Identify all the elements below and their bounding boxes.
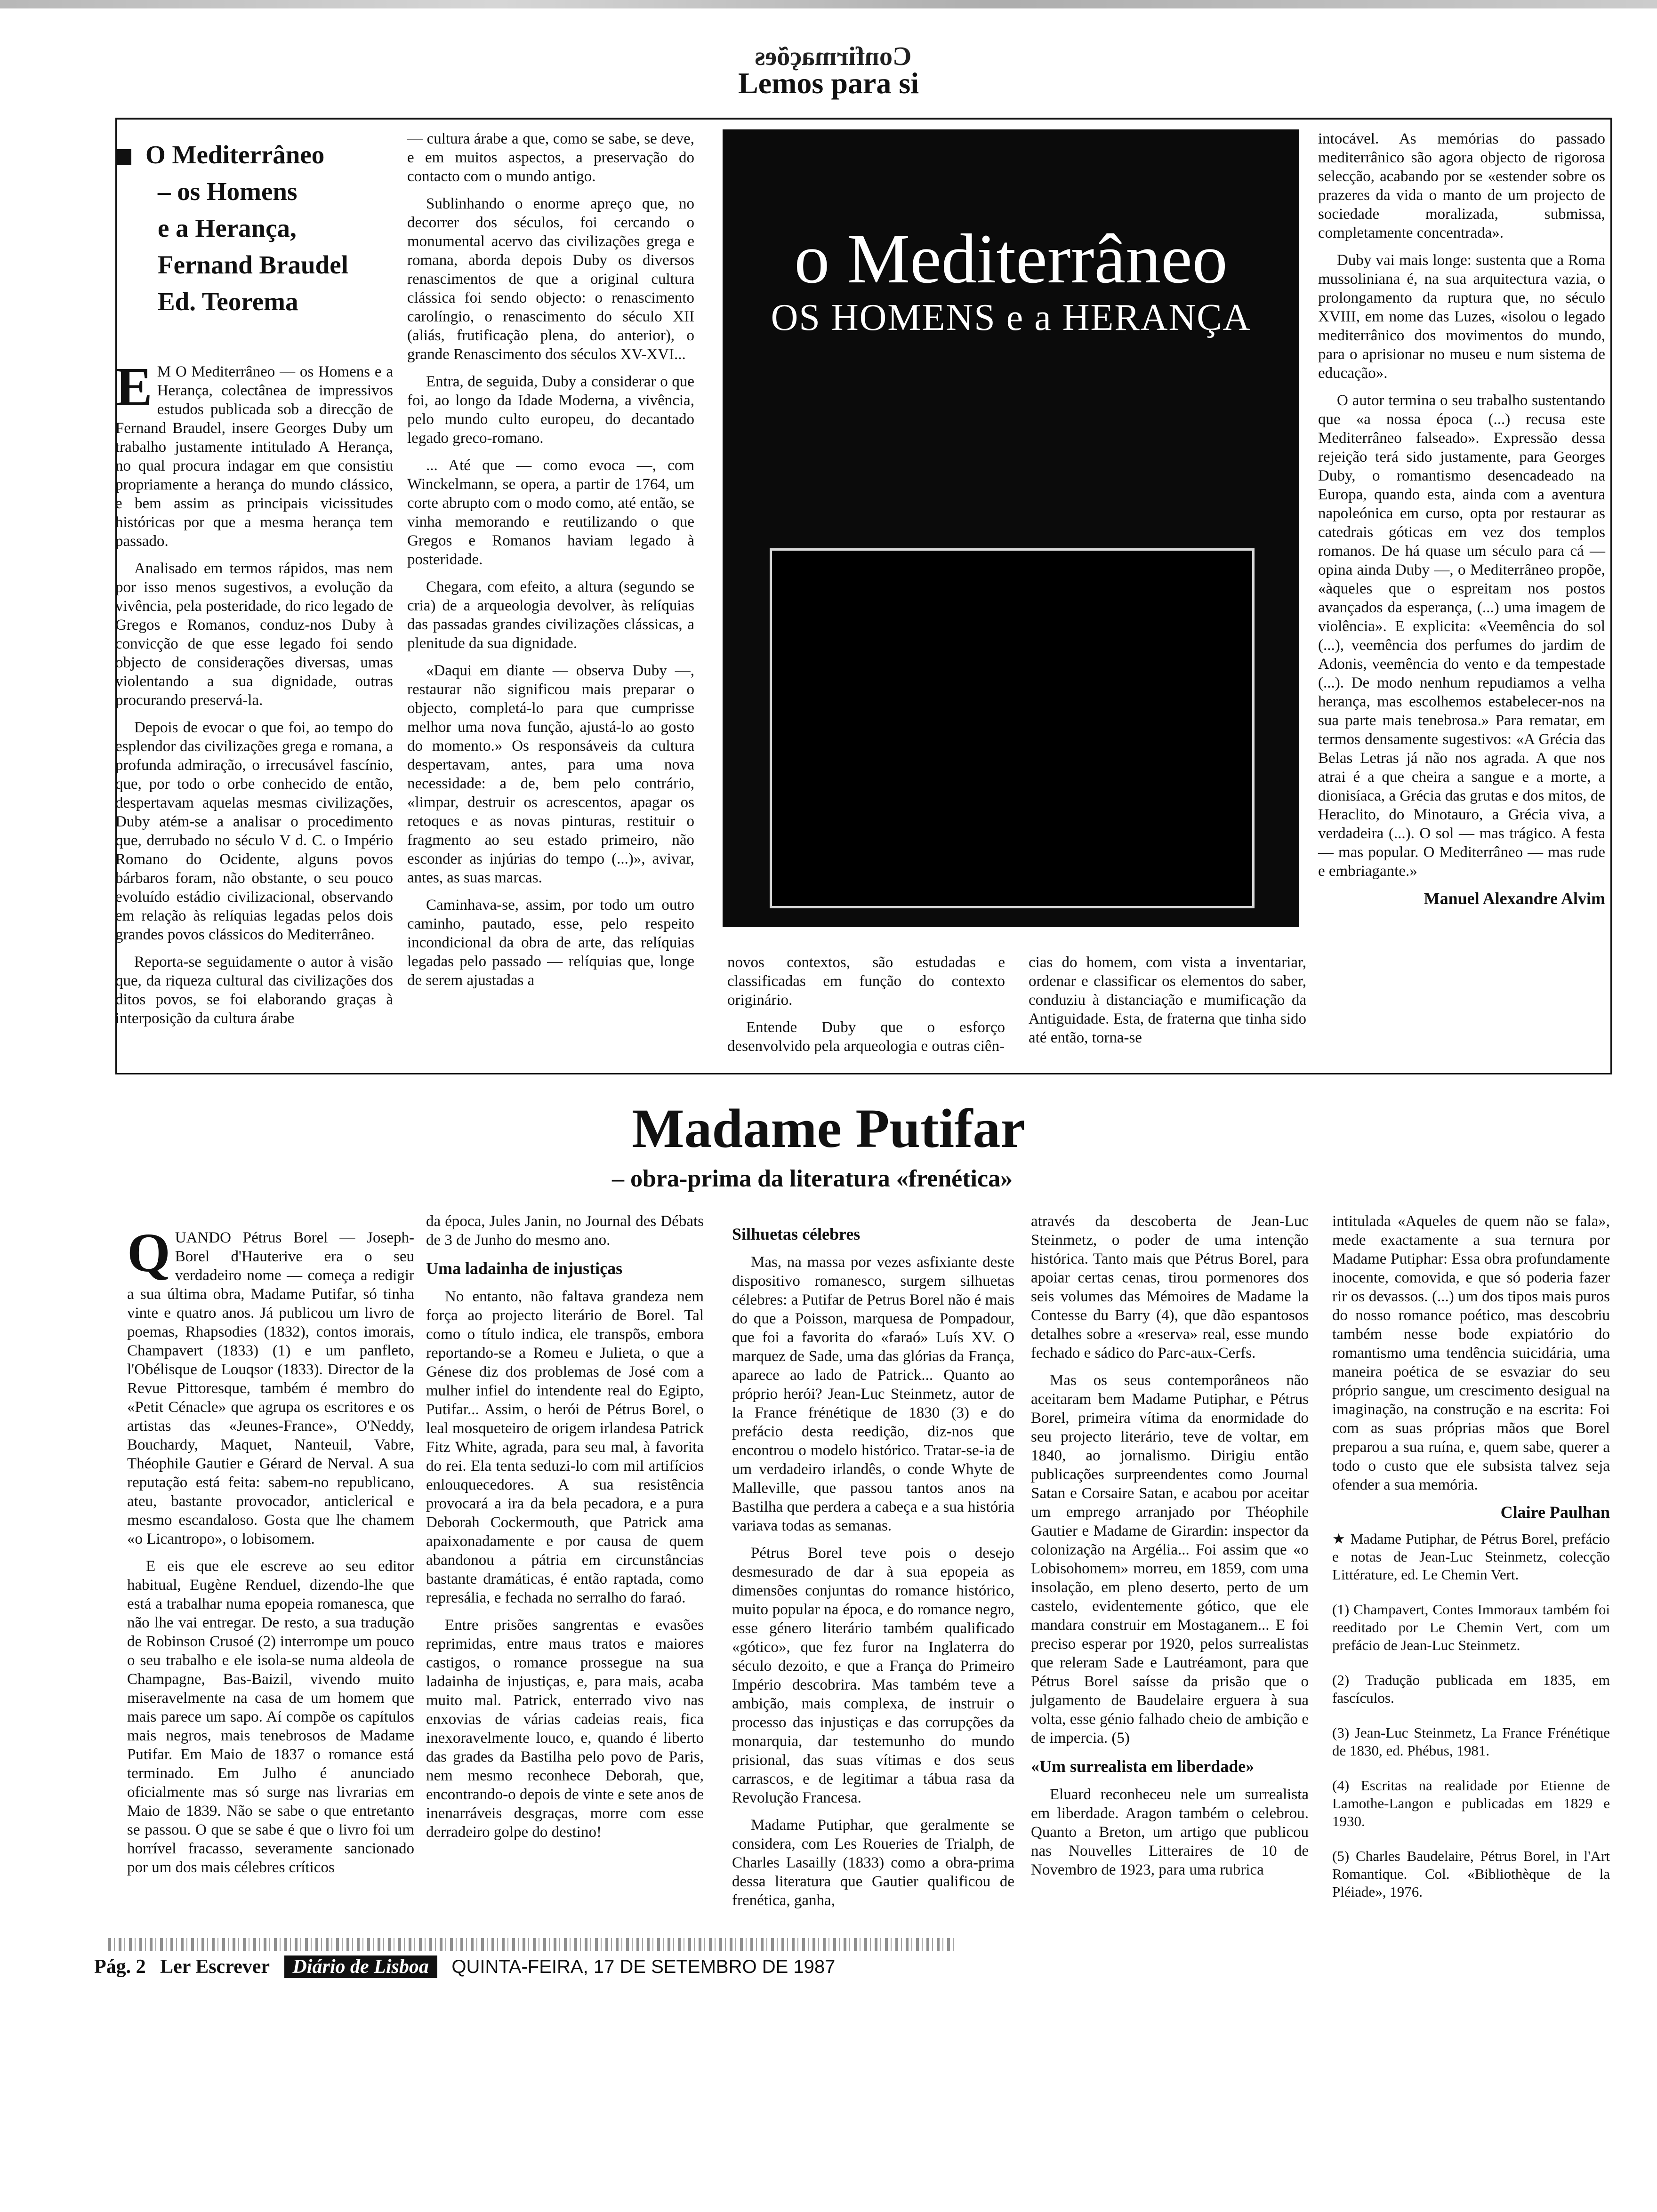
review-headline: [115, 136, 379, 320]
paragraph: Analisado em termos rápidos, mas nem por isso menos sugestivos, a evolução da vivência, pela posteridade, do rico legado de Gregos e Romanos, conduz-nos Duby à convicção de que esse legado foi sendo objecto de considerações diversas, umas violentando a sua dignidade, outras procurando preservá-la.: [115, 560, 393, 709]
dropcap: E: [115, 356, 153, 417]
bleedthrough-noise: [108, 1938, 956, 1951]
signature: Manuel Alexandre Alvim: [1424, 889, 1605, 908]
article-column-5: [1332, 1212, 1610, 1918]
article-column-3: [732, 1224, 1014, 1918]
paragraph: através da descoberta de Jean-Luc Steinmetz, o poder de uma intenção histórica. Tanto mais que Pétrus Borel, para apoiar certas cenas, tirou pormenores dos seis volumes das Mémoires de Madame la Contesse du Barry (4), que dão espantosos detalhes sobre a «reserva» real, esse mundo fechado e sádico do Parc-aux-Cerfs.: [1031, 1213, 1309, 1362]
paragraph: intitulada «Aqueles de quem não se fala», mede exactamente a sua ternura por Madame Putiphar: Essa obra profundamente inocente, comovida, e que só poderia fazer rir os devassos. (...) um dos tipos mais puros do nosso romance poético, mas descobriu também nesse bode expiatório do romantismo uma tendência suicidária, uma maneira poética de se esvaziar do seu próprio sangue, um crescimento desigual na imaginação, na construção e na escrita: Foi com as suas próprias mãos que Borel preparou a sua ruína, e, quem sabe, querer a todo o custo que ele subsista talvez seja ofender a sua memória.: [1332, 1213, 1610, 1493]
footnote: ★ Madame Putiphar, de Pétrus Borel, prefácio e notas de Jean-Luc Steinmetz, colecção Littérature, ed. Le Chemin Vert.: [1332, 1531, 1610, 1583]
mirrored-bleedthrough-text: Confirmações: [755, 42, 912, 71]
paragraph: Entre prisões sangrentas e evasões reprimidas, entre maus tratos e maiores castigos, o romance prossegue na sua ladainha de injustiças, e, para mais, acaba muito mal. Patrick, enterrado vivo nas enxovias de várias cadeias reais, fica inexoravelmente louco, e, quando é liberto das grades da Bastilha pelo povo de Paris, nem mesmo reconhece Deborah, que, encontrando-o depois de vinte e sete anos de inenarráveis desgraças, morre com esse derradeiro golpe do destino!: [426, 1617, 704, 1841]
cover-title: o Mediterrâneo: [794, 220, 1228, 298]
issue-date: QUINTA-FEIRA, 17 DE SETEMBRO DE 1987: [451, 1956, 836, 1977]
newspaper-logo: Diário de Lisboa: [284, 1956, 437, 1978]
headline-line: Fernand Braudel: [158, 250, 348, 279]
paragraph: Mas, na massa por vezes asfixiante deste dispositivo romanesco, surgem silhuetas célebres: a Putifar de Petrus Borel não é mais do que a Poisson, marquesa de Pompadour, que foi a favorita do «faraó» Luís XV. O marquez de Sade, uma das glórias da França, aparece ao lado de Patrick... Quanto ao próprio herói? Jean-Luc Steinmetz, autor de la France frénétique de 1830 (3) e do prefácio desta reedição, diz-nos que encontrou o modelo histórico. Tratar-se-ia de um verdadeiro irlandês, o conde Whyte de Malleville, que passou tantos anos na Bastilha que perdera a cabeça e a sua história variava todas as semanas.: [732, 1254, 1014, 1534]
paragraph: Mas os seus contemporâneos não aceitaram bem Madame Putiphar, e Pétrus Borel, primeira vítima da enormidade do seu projecto literário, teve de voltar, em 1840, ao jornalismo. Dirigiu então publicações surpreendentes como Journal Satan e Corsaire Satan, e acabou por aceitar um emprego arranjado por Théophile Gautier e Madame de Girardin: inspector da colonização na Argélia... Foi assim que «o Lobisohomem» morreu, em 1859, com uma insolação, em pleno deserto, perto de um castelo, evidentemente gótico, que ele mandara construir em Mostaganem... E foi preciso esperar por 1920, pelos surrealistas que releram Sade e Lautréamont, para que Pétrus Borel saísse da prisão que o julgamento de Baudelaire erguera à sua volta, esse génio falhado cheio de ambição e de impercia. (5): [1031, 1372, 1309, 1747]
headline-line: Ed. Teorema: [158, 287, 298, 316]
article-subtitle: – obra-prima da literatura «frenética»: [612, 1165, 1013, 1192]
article-column-2: [426, 1212, 704, 1850]
scan-edge: [0, 0, 1657, 8]
cover-subtitle: OS HOMENS e a HERANÇA: [771, 297, 1251, 338]
cover-inner-panel: [770, 548, 1255, 908]
paragraph: Madame Putiphar, que geralmente se considera, com Les Roueries de Trialph, de Charles Lasailly (1833) como a obra-prima dessa literatura que Gautier qualificou de frenética, ganha,: [732, 1817, 1014, 1909]
article-column-4: [1031, 1212, 1309, 1888]
paragraph: «Daqui em diante — observa Duby —, restaurar não significou mais preparar o objecto, completá-lo para que cumprisse melhor uma nova função, ajustá-lo ao gosto do momento.» Os responsáveis da cultura despertavam, antes, para uma nova necessidade: a de, bem pelo contrário, «limpar, destruir os acrescentos, apagar os retoques e as novas pinturas, restituir o fragmento ao seu estado primeiro, não esconder as injúrias do tempo (...)», avivar, antes, as suas marcas.: [407, 662, 694, 886]
paragraph: ... Até que — como evoca —, com Winckelmann, se opera, a partir de 1764, um corte abrupto com o modo como, até então, se vinha memorando e reutilizando o que Gregos e Romanos haviam legado à posteridade.: [407, 457, 694, 568]
paragraph: M O Mediterrâneo — os Homens e a Herança, colectânea de impressivos estudos publicada sob a direcção de Fernand Braudel, insere Georges Duby um trabalho justamente intitulado A Herança, no qual procura indagar em que consistiu propriamente a herança do mundo clássico, e bem assim as principais vicissitudes históricas por que a mesma herança tem passado.: [115, 363, 393, 550]
section-heading: Silhuetas célebres: [732, 1225, 861, 1243]
review-column-5: [1318, 129, 1605, 916]
headline-line: e a Herança,: [158, 214, 297, 242]
section-heading: Uma ladainha de injustiças: [426, 1259, 623, 1278]
paragraph: da época, Jules Janin, no Journal des Débats de 3 de Junho do mesmo ano.: [426, 1213, 704, 1249]
review-column-3: [727, 953, 1005, 1064]
paragraph: novos contextos, são estudadas e classificadas em função do contexto originário.: [727, 954, 1005, 1009]
paragraph: Sublinhando o enorme apreço que, no decorrer dos séculos, foi cercando o monumental acervo das civilizações grega e romana, aborda depois Duby os diversos renascimentos de que a original cultura clássica foi sendo objecto: o renascimento carolíngio, o renascimento do século XII (aliás, frutificação plena, do anterior), o grande Renascimento dos séculos XV-XVI...: [407, 195, 694, 363]
paragraph: Entra, de seguida, Duby a considerar o que foi, ao longo da Idade Moderna, a vivência, pelo mundo culto europeu, do decantado legado greco-romano.: [407, 373, 694, 447]
paragraph: O autor termina o seu trabalho sustentando que «a nossa época (...) recusa este Mediterrâneo falseado». Expressão dessa rejeição terá sido justamente, para Georges Duby, o romantismo desencadeado na Europa, quando esta, ainda com a aventura napoleónica em curso, opta por restaurar as catedrais góticas em vez dos templos romanos. De há quase um século para cá — opina ainda Duby —, o Mediterrâneo propõe, «àqueles que o espreitam nos postos avançados da esperança, (...) uma imagem de violência». E explicita: «Veemência do sol (...), veemência dos perfumes do jardim de Adonis, veemência do vento e da tempestade (...). De modo nenhum repudiamos a velha herança, mas escolhemos estabelecer-nos na sua parte mais tenebrosa.» Para rematar, em termos densamente sugestivos: «A Grécia das Belas Letras já não nos agrada. A que nos atrai é a que cheira a sangue e a morte, a dionisíaca, a Grécia das grutas e dos mitos, de Heraclito, do Minotauro, a Grécia viva, a verdadeira (...). O sol — mas trágico. A festa — mas popular. O Mediterrâneo — mas rude e embriagante.»: [1318, 392, 1605, 880]
paragraph: No entanto, não faltava grandeza nem força ao projecto literário de Borel. Tal como o título indica, ele transpõs, embora reportando-se a Romeu e Julieta, o que a Génese diz dos problemas de José com a mulher infiel do intendente real do Egipto, Putifar... Assim, o herói de Pétrus Borel, o leal mosqueteiro de origem irlandesa Patrick Fitz White, agrada, para seu mal, à favorita do rei. Ela tenta seduzi-lo com mil artifícios enlouquecedores. A sua resistência provocará a ira da bela pecadora, e a pura Deborah Cockermouth, que Patrick ama apaixonadamente e por causa de quem abandonou a pátria em circunstâncias bastante dramáticas, é então raptada, como represália, e fechada no serralho do faraó.: [426, 1288, 704, 1606]
paragraph: Eluard reconheceu nele um surrealista em liberdade. Aragon também o celebrou. Quanto a Breton, um artigo que publicou nas Nouvelles Litteraires de 10 de Novembro de 1923, para uma rubrica: [1031, 1786, 1309, 1878]
review-column-2: [407, 129, 694, 998]
section-title: Lemos para si: [738, 66, 919, 100]
footnote: (4) Escritas na realidade por Etienne de Lamothe-Langon e publicadas em 1829 e 1930.: [1332, 1777, 1610, 1829]
headline-line: – os Homens: [158, 177, 298, 206]
footnote: (2) Tradução publicada em 1835, em fascículos.: [1332, 1672, 1610, 1706]
right-rule: [1610, 118, 1612, 1073]
book-cover-image: [723, 129, 1299, 927]
paragraph: Duby vai mais longe: sustenta que a Roma mussoliniana é, na sua arquitectura vazia, o prolongamento da ruptura que, no século XVIII, em nome das Luzes, «isolou o legado mediterrânico dos movimentos do mundo, para o aprisionar no museu e num sistema de educação».: [1318, 252, 1605, 382]
footnote: (5) Charles Baudelaire, Pétrus Borel, in l'Art Romantique. Col. «Bibliothèque de la Pléiade», 1976.: [1332, 1848, 1610, 1900]
headline-line: O Mediterrâneo: [145, 140, 325, 169]
article-title: Madame Putifar: [632, 1098, 1025, 1159]
paragraph: intocável. As memórias do passado mediterrânico são agora objecto de rigorosa selecção, acabando por se «estender sobre os prazeres da vida o manto de um projecto de sociedade moralizada, submissa, completamente concentrada».: [1318, 130, 1605, 241]
footnote: (3) Jean-Luc Steinmetz, La France Frénétique de 1830, ed. Phébus, 1981.: [1332, 1724, 1610, 1759]
section-label: Ler Escrever: [160, 1956, 270, 1978]
bullet-square-icon: [115, 149, 131, 165]
top-rule: [115, 118, 1612, 120]
paragraph: Chegara, com efeito, a altura (segundo se cria) de a arqueologia devolver, às relíquias das passadas grandes civilizações clássicas, a plenitude da sua dignidade.: [407, 578, 694, 652]
footnote: (1) Champavert, Contes Immoraux também foi reeditado por Le Chemin Vert, com um prefácio de Jean-Luc Steinmetz.: [1332, 1601, 1610, 1653]
signature: Claire Paulhan: [1500, 1503, 1610, 1522]
paragraph: Entende Duby que o esforço desenvolvido pela arqueologia e outras ciên-: [727, 1019, 1005, 1055]
paragraph: cias do homem, com vista a inventariar, ordenar e classificar os elementos do saber, conduziu à distanciação e mumificação da Antiguidade. Esta, de fraterna que tinha sido até então, torna-se: [1029, 954, 1306, 1046]
mid-rule: [115, 1073, 1612, 1074]
paragraph: Depois de evocar o que foi, ao tempo do esplendor das civilizações grega e romana, a profunda admiração, o irrecusável fascínio, que, por todo o orbe conhecido de então, despertavam aquelas mesmas civilizações, Duby atém-se a analisar o procedimento que, derrubado no século V d. C. o Império Romano do Ocidente, alguns povos bárbaros foram, não obstante, o seu pouco evoluído estádio civilizacional, observando em relação às relíquias legadas pelos dois grandes povos clássicos do Mediterrâneo.: [115, 719, 393, 943]
page-number: Pág. 2: [94, 1956, 146, 1978]
paragraph: E eis que ele escreve ao seu editor habitual, Eugène Renduel, dizendo-lhe que está a trabalhar numa epopeia romanesca, que não lhe vai entregar. De resto, a sua tradução de Robinson Crusoé (2) interrompe um pouco o seu trabalho e ele isola-se numa aldeola de Champagne, Bas-Baizil, vivendo muito miseravelmente na casa de um homem que mais parece um sapo. Aí compõe os capítulos mais negros, mais tenebrosos de Madame Putifar. Em Maio de 1837 o romance está terminado. Em Julho é anunciado oficialmente mas só surge nas livrarias em Maio de 1839. Não se sabe o que entretanto se passou. O que se sabe é que o livro foi um horrível fracasso, severamente sancionado por um dos mais célebres críticos: [127, 1558, 414, 1876]
article-column-1: [127, 1222, 414, 1885]
paragraph: Pétrus Borel teve pois o desejo desmesurado de dar à sua epopeia as dimensões conjuntas do romance histórico, muito popular na época, e do romance negro, esse género literário também qualificado «gótico», que fez furor na Inglaterra do século dezoito, e que a França do Primeiro Império descobrira. Mas também teve a ambição, mais complexa, de instruir o processo das injustiças e das corrupções da monarquia, dar testemunho do mundo prisional, das suas vítimas e dos seus carrascos, e de legitimar a tábua rasa da Revolução Francesa.: [732, 1545, 1014, 1806]
section-heading: «Um surrealista em liberdade»: [1031, 1757, 1255, 1776]
review-column-1: [115, 356, 393, 1036]
footnotes: [1332, 1530, 1610, 1901]
paragraph: — cultura árabe a que, como se sabe, se deve, e em muitos aspectos, a preservação do contacto com o mundo antigo.: [407, 130, 694, 185]
page-footer: [94, 1956, 1083, 1984]
review-column-4: [1029, 953, 1306, 1056]
dropcap: Q: [127, 1222, 170, 1283]
paragraph: Caminhava-se, assim, por todo um outro caminho, pautado, esse, pelo respeito incondicional da obra de arte, das relíquias legadas pelo passado — relíquias que, longe de serem ajustadas a: [407, 897, 694, 989]
paragraph: Reporta-se seguidamente o autor à visão que, da riqueza cultural das civilizações dos ditos povos, se foi elaborando graças à interposição da cultura árabe: [115, 954, 393, 1027]
paragraph: UANDO Pétrus Borel — Joseph-Borel d'Hauterive era o seu verdadeiro nome — começa a redigir a sua última obra, Madame Putifar, só tinha vinte e quatro anos. Já publicou um livro de poemas, Rhapsodies (1832), contos imorais, Champavert (1833) (1) e um panfleto, l'Obélisque de Louqsor (1833). Director de la Revue Pittoresque, também é membro do «Petit Cénacle» que agrupa os escritores e os artistas das «Jeunes-France», O'Neddy, Bouchardy, Maquet, Nanteuil, Vabre, Théophile Gautier e Gérard de Nerval. A sua reputação está feita: sabem-no republicano, ateu, bastante provocador, anticlerical e mesmo escandaloso. Gosta que lhe chamem «o Licantropo», o lobisomem.: [127, 1229, 414, 1547]
